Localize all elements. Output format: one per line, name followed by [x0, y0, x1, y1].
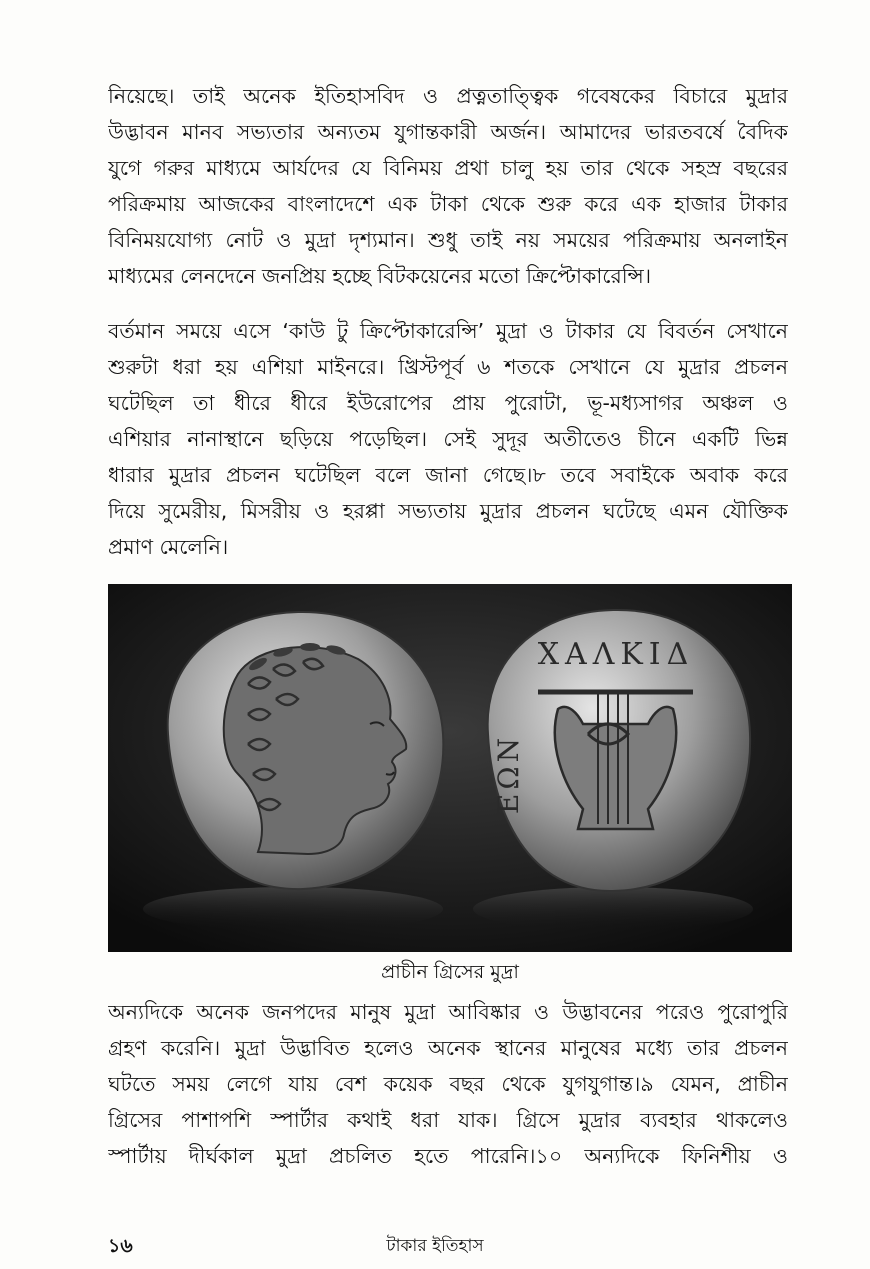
text-line: পরিক্রমায় আজকের বাংলাদেশে এক টাকা থেকে শুরু করে এক হাজার টাকার: [108, 192, 788, 216]
text-line: উদ্ভাবন মানব সভ্যতার অন্যতম যুগান্তকারী অর্জন। আমাদের ভারতবর্ষে বৈদিক: [108, 120, 788, 144]
reverse-coin: [488, 610, 750, 891]
obverse-coin: [168, 612, 444, 889]
paragraph-3: [108, 994, 788, 1174]
text-line: ঘটতে সময় লেগে যায় বেশ কয়েক বছর থেকে যুগযুগান্ত।৯ যেমন, প্রাচীন: [108, 1072, 788, 1096]
text-line: এশিয়ার নানাস্থানে ছড়িয়ে পড়েছিল। সেই সুদূর অতীতেও চীনে একটি ভিন্ন: [108, 427, 788, 451]
text-line: যুগে গরুর মাধ্যমে আর্যদের যে বিনিময় প্রথা চালু হয় তার থেকে সহস্র বছরের: [108, 156, 788, 180]
figure-caption: প্রাচীন গ্রিসের মুদ্রা: [381, 961, 519, 983]
paragraph-1: [108, 78, 788, 294]
coin-inscription-top: ΧΑΛΚΙΔ: [537, 637, 695, 672]
text-line: দিয়ে সুমেরীয়, মিসরীয় ও হরপ্পা সভ্যতায় মুদ্রার প্রচলন ঘটেছে এমন যৌক্তিক: [108, 499, 788, 523]
coin-inscription-left: ΕΩΝ: [492, 733, 525, 815]
text-line: স্পার্টায় দীর্ঘকাল মুদ্রা প্রচলিত হতে পারেনি।১০ অন্যদিকে ফিনিশীয় ও: [108, 1144, 788, 1168]
coin-reflection: [473, 887, 753, 931]
paragraph-2: [108, 313, 788, 565]
text-line: নিয়েছে। তাই অনেক ইতিহাসবিদ ও প্রত্নতাত্ত্বিক গবেষকের বিচারে মুদ্রার: [108, 84, 788, 108]
text-line: গ্রিসের পাশাপশি স্পার্টার কথাই ধরা যাক। গ্রিসে মুদ্রার ব্যবহার থাকলেও: [108, 1108, 788, 1132]
text-line: শুরুটা ধরা হয় এশিয়া মাইনরে। খ্রিস্টপূর্ব ৬ শতকে সেখানে যে মুদ্রার প্রচলন: [108, 355, 788, 379]
text-line: মাধ্যমের লেনদেনে জনপ্রিয় হচ্ছে বিটকয়েনের মতো ক্রিপ্টোকারেন্সি।: [108, 264, 652, 288]
page-number: ১৬: [108, 1235, 133, 1257]
text-line: বিনিময়যোগ্য নোট ও মুদ্রা দৃশ্যমান। শুধু তাই নয় সময়ের পরিক্রমায় অনলাইন: [108, 228, 788, 252]
running-footer-title: টাকার ইতিহাস: [386, 1236, 484, 1256]
text-line: বর্তমান সময়ে এসে ‘কাউ টু ক্রিপ্টোকারেন্সি’ মুদ্রা ও টাকার যে বিবর্তন সেখানে: [108, 319, 788, 343]
text-line: গ্রহণ করেনি। মুদ্রা উদ্ভাবিত হলেও অনেক স্থানের মানুষের মধ্যে তার প্রচলন: [108, 1036, 788, 1060]
text-line: ধারার মুদ্রার প্রচলন ঘটেছিল বলে জানা গেছে।৮ তবে সবাইকে অবাক করে: [108, 463, 788, 487]
text-line: প্রমাণ মেলেনি।: [108, 535, 229, 559]
text-line: অন্যদিকে অনেক জনপদের মানুষ মুদ্রা আবিষ্কার ও উদ্ভাবনের পরেও পুরোপুরি: [108, 1000, 788, 1024]
greek-coins-photo: [108, 584, 792, 952]
coins-illustration: [108, 584, 792, 952]
coin-reflection: [143, 887, 443, 931]
text-line: ঘটেছিল তা ধীরে ধীরে ইউরোপের প্রায় পুরোটা, ভূ-মধ্যসাগর অঞ্চল ও: [108, 391, 788, 415]
